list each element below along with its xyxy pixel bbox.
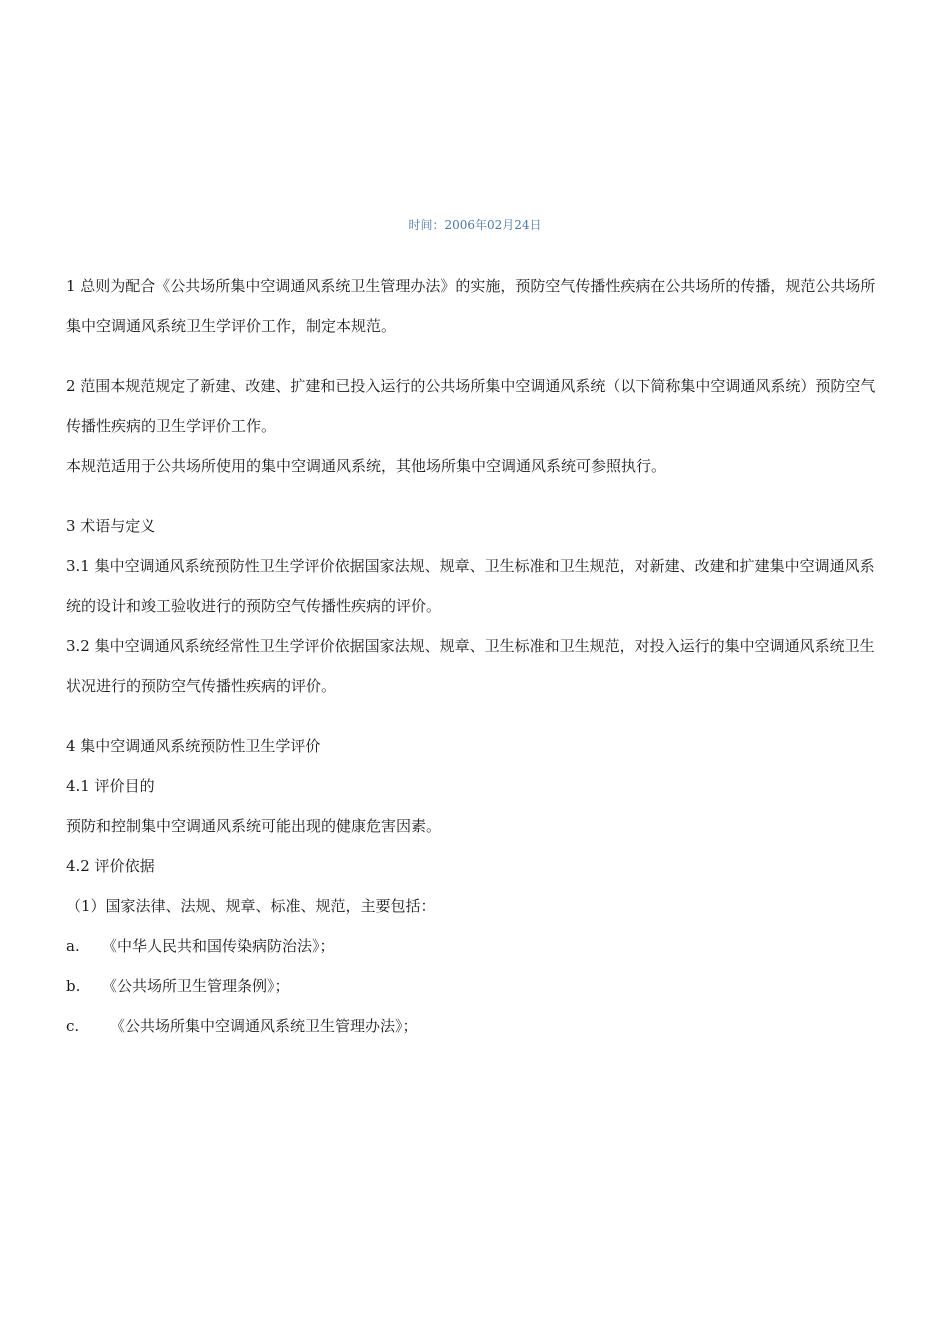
section-4-title: 4 集中空调通风系统预防性卫生学评价 — [66, 737, 321, 755]
section-4-1-title: 4.1 评价目的 — [66, 777, 155, 795]
section-4-2-title: 4.2 评价依据 — [66, 857, 155, 875]
section-3-2-definition: 3.2 集中空调通风系统经常性卫生学评价依据国家法规、规章、卫生标准和卫生规范，对投入运行的集中空调通风系统卫生状况进行的预防空气传播性疾病的评价。 — [66, 637, 875, 695]
list-item-label: b. — [66, 977, 81, 995]
section-1-general: 1 总则为配合《公共场所集中空调通风系统卫生管理办法》的实施，预防空气传播性疾病在公共场所的传播，规范公共场所集中空调通风系统卫生学评价工作，制定本规范。 — [66, 277, 876, 335]
list-item-label: a. — [66, 937, 80, 955]
date-line: 时间：2006年02月24日 — [408, 218, 542, 232]
list-item-label: c. — [66, 1017, 80, 1035]
document-body — [66, 266, 886, 1046]
section-2-scope: 2 范围本规范规定了新建、改建、扩建和已投入运行的公共场所集中空调通风系统（以下简称集中空调通风系统）预防空气传播性疾病的卫生学评价工作。 — [66, 377, 876, 435]
section-2-applicability: 本规范适用于公共场所使用的集中空调通风系统，其他场所集中空调通风系统可参照执行。 — [66, 457, 667, 475]
section-4-2-intro: （1）国家法律、法规、规章、标准、规范，主要包括： — [66, 897, 436, 915]
section-4-1-text: 预防和控制集中空调通风系统可能出现的健康危害因素。 — [66, 817, 442, 835]
section-3-1-definition: 3.1 集中空调通风系统预防性卫生学评价依据国家法规、规章、卫生标准和卫生规范，对新建、改建和扩建集中空调通风系统的设计和竣工验收进行的预防空气传播性疾病的评价。 — [66, 557, 875, 615]
list-item-text: 《中华人民共和国传染病防治法》； — [102, 937, 335, 955]
list-item-text: 《公共场所卫生管理条例》； — [102, 977, 290, 995]
list-item — [66, 1006, 886, 1046]
section-3-title: 3 术语与定义 — [66, 517, 156, 535]
list-item — [66, 966, 886, 1006]
list-item-text: 《公共场所集中空调通风系统卫生管理办法》； — [110, 1017, 418, 1035]
list-item — [66, 926, 886, 966]
